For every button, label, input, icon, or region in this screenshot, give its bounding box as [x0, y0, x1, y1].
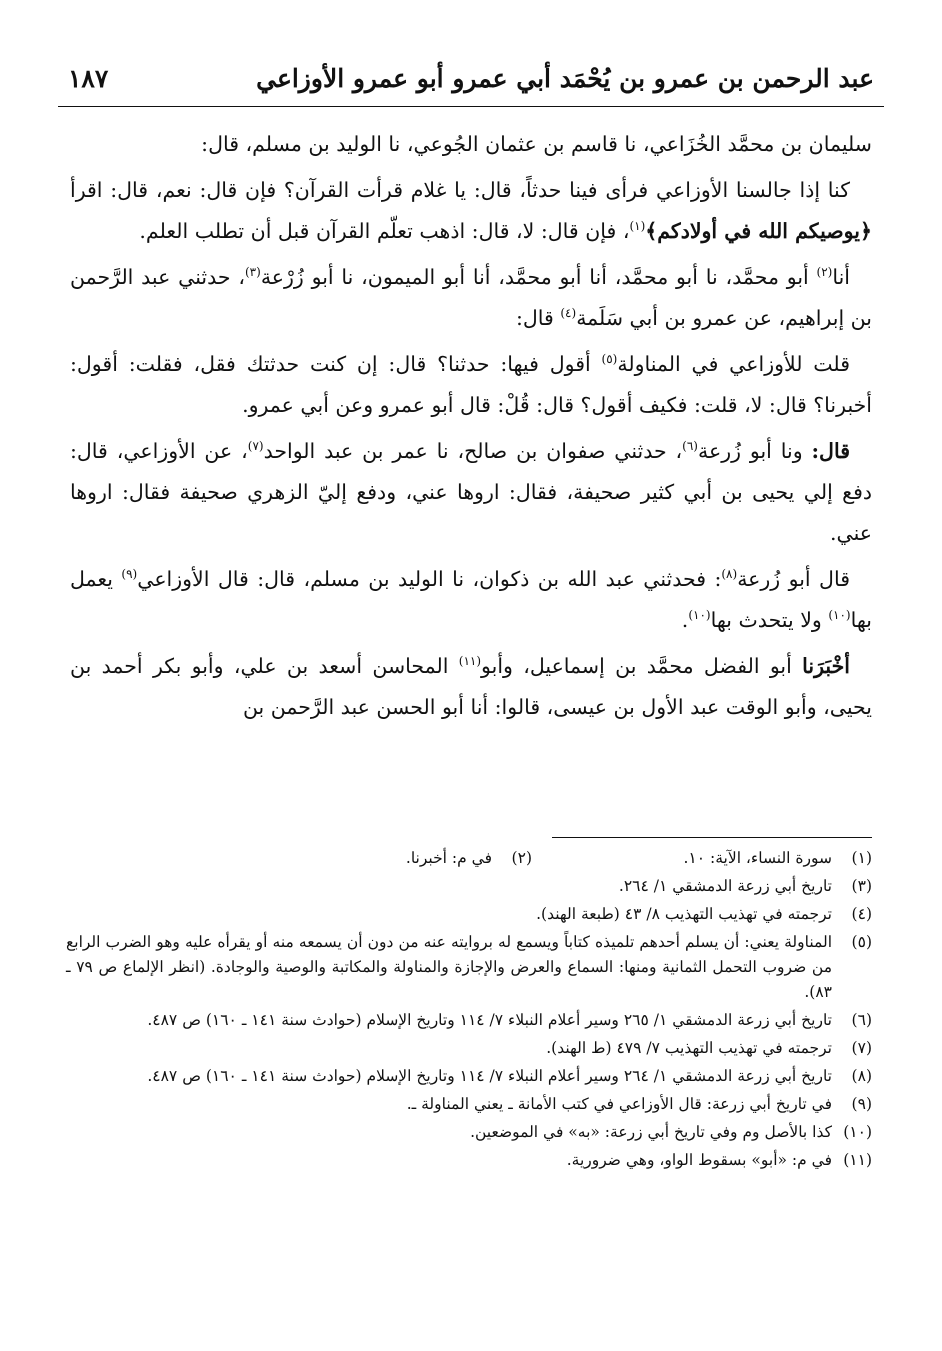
running-title: عبد الرحمن بن عمرو بن يُحْمَد أبي عمرو أبو عمرو الأوزاعي: [256, 64, 874, 93]
paragraph-2-part-a: كنا إذا جالسنا الأوزاعي فرأى فينا حدثاً، قال: يا غلام قرأت القرآن؟ فإن قال: نعم، قال: اقرأ: [70, 178, 850, 202]
paragraph-7: [70, 646, 872, 728]
footnote-7: [66, 1036, 872, 1061]
footnote-number: (١): [851, 849, 872, 867]
paragraph-3-part-d: قال:: [515, 306, 561, 330]
paragraph-3-part-a: أنا: [832, 265, 851, 289]
page-number: ١٨٧: [68, 64, 109, 93]
footnote-number: (٧): [851, 1039, 872, 1057]
footnote-ref-3: (٣): [244, 265, 261, 280]
footnote-number: (٦): [851, 1011, 872, 1029]
main-text: [70, 124, 872, 733]
paragraph-5-part-c: ، عن الأوزاعي، قال: دفع إلي يحيى بن أبي كثير صحيفة، فقال: اروها عني، ودفع إليّ الزهري صحيفة فقال: اروها عني.: [70, 439, 872, 545]
footnote-number: (٢): [511, 849, 532, 867]
footnote-ref-5: (٥): [601, 352, 618, 367]
paragraph-7-part-a: أبو الفضل محمَّد بن إسماعيل، وأبو: [481, 654, 803, 678]
footnote-ref-11: (١١): [458, 654, 482, 669]
footnote-text: سورة النساء، الآية: ١٠.: [683, 849, 832, 867]
footnote-number: (٣): [851, 877, 872, 895]
footnote-divider: [552, 837, 872, 838]
footnote-number: (٥): [851, 933, 872, 951]
footnote-text: المناولة يعني: أن يسلم أحدهم تلميذه كتاباً ويسمع له بروايته عنه من دون أن يسمعه منه أو يقرأه عليه وهو الضرب الرابع من ضروب التحمل الثمانية ومنها: السماع والعرض والإجازة والمناولة والمكاتبة والوصية والوجادة. (انظر الإلماع ص ٧٩ ـ ٨٣).: [66, 933, 832, 1001]
footnote-1: [532, 846, 872, 871]
footnote-text: ترجمته في تهذيب التهذيب ٧/ ٤٧٩ (ط الهند).: [546, 1039, 832, 1057]
paragraph-2-part-b: ، فإن قال: لا، قال: اذهب تعلّم القرآن قبل أن تطلب العلم.: [139, 219, 630, 243]
footnote-number: (٨): [851, 1067, 872, 1085]
footnote-ref-9: (٩): [121, 567, 138, 582]
paragraph-3-part-c: ، حدثني عبد الرَّحمن بن إبراهيم، عن عمرو بن أبي سَلَمة: [70, 265, 872, 330]
footnote-text: تاريخ أبي زرعة الدمشقي ١/ ٢٦٤ وسير أعلام النبلاء ٧/ ١١٤ وتاريخ الإسلام (حوادث سنة ١٤١ ـ ١٦٠) ص ٤٨٧.: [147, 1067, 832, 1085]
footnote-ref-10a: (١٠): [828, 608, 851, 623]
footnote-5: [66, 930, 872, 1005]
footnote-row-1-2: [66, 846, 872, 871]
paragraph-6-part-e: .: [681, 608, 689, 632]
paragraph-6: [70, 559, 872, 641]
paragraph-3: [70, 257, 872, 339]
footnote-ref-8: (٨): [721, 567, 738, 582]
paragraph-4-part-a: قلت للأوزاعي في المناولة: [617, 352, 850, 376]
footnote-ref-7: (٧): [247, 439, 264, 454]
paragraph-3-part-b: أبو محمَّد، نا أبو محمَّد، أنا أبو محمَّد، أنا أبو الميمون، نا أبو زُرْعة: [260, 265, 817, 289]
paragraph-1: [70, 124, 872, 165]
paragraph-6-part-b: : فحدثني عبد الله بن ذكوان، نا الوليد بن مسلم، قال: قال الأوزاعي: [137, 567, 722, 591]
footnote-8: [66, 1064, 872, 1089]
footnote-text: تاريخ أبي زرعة الدمشقي ١/ ٢٦٤.: [618, 877, 832, 895]
paragraph-4-part-b: أقول فيها: حدثنا؟ قال: إن كنت حدثتك فقل، فقلت: أقول: أخبرنا؟ قال: لا، قلت: فكيف أقول؟ قال: قُلْ: قال أبو عمرو وعن أبي عمرو.: [70, 352, 872, 417]
footnote-text: ترجمته في تهذيب التهذيب ٨/ ٤٣ (طبعة الهند).: [536, 905, 832, 923]
paragraph-5-lead: قال:: [811, 439, 850, 463]
footnote-text: في م: أخبرنا.: [405, 849, 492, 867]
paragraph-5: [70, 431, 872, 554]
paragraph-6-part-c: يعمل بها: [70, 567, 872, 632]
paragraph-6-part-a: قال أبو زُرعة: [737, 567, 850, 591]
paragraph-5-part-a: ونا أبو زُرعة: [697, 439, 812, 463]
footnote-6: [66, 1008, 872, 1033]
footnotes: [66, 846, 872, 1176]
footnote-text: كذا بالأصل وم وفي تاريخ أبي زرعة: «به» في الموضعين.: [470, 1123, 832, 1141]
paragraph-5-part-b: ، حدثني صفوان بن صالح، نا عمر بن عبد الواحد: [263, 439, 683, 463]
footnote-number: (٤): [851, 905, 872, 923]
footnote-ref-4: (٤): [560, 306, 577, 321]
footnote-11: [66, 1148, 872, 1173]
paragraph-7-part-b: المحاسن أسعد بن علي، وأبو بكر أحمد بن يحيى، وأبو الوقت عبد الأول بن عيسى، قالوا: أنا أبو الحسن عبد الرَّحمن بن: [70, 654, 872, 719]
running-header: [60, 62, 882, 104]
footnote-text: تاريخ أبي زرعة الدمشقي ١/ ٢٦٥ وسير أعلام النبلاء ٧/ ١١٤ وتاريخ الإسلام (حوادث سنة ١٤١ ـ ١٦٠) ص ٤٨٧.: [147, 1011, 832, 1029]
footnote-ref-1: (١): [629, 219, 646, 234]
paragraph-4: [70, 344, 872, 426]
paragraph-2: [70, 170, 872, 252]
footnote-ref-10b: (١٠): [688, 608, 711, 623]
footnote-2: [192, 846, 532, 871]
paragraph-7-lead: أخْبَرَنا: [802, 654, 850, 678]
footnote-3: [66, 874, 872, 899]
footnote-ref-6: (٦): [682, 439, 698, 454]
footnote-number: (١١): [843, 1151, 872, 1169]
quran-verse: ﴿يوصيكم الله في أولادكم﴾: [645, 219, 872, 243]
footnote-text: في تاريخ أبي زرعة: قال الأوزاعي في كتب الأمانة ـ يعني المناولة ـ.: [406, 1095, 832, 1113]
footnote-number: (٩): [851, 1095, 872, 1113]
paragraph-1-text: سليمان بن محمَّد الخُزَاعي، نا قاسم بن عثمان الجُوعي، نا الوليد بن مسلم، قال:: [201, 132, 872, 156]
footnote-ref-2: (٢): [816, 265, 833, 280]
header-divider: [58, 106, 884, 107]
footnote-text: في م: «أبو» بسقوط الواو، وهي ضرورية.: [566, 1151, 832, 1169]
paragraph-6-part-d: ولا يتحدث بها: [710, 608, 829, 632]
footnote-9: [66, 1092, 872, 1117]
footnote-10: [66, 1120, 872, 1145]
footnote-number: (١٠): [843, 1123, 872, 1141]
footnote-4: [66, 902, 872, 927]
